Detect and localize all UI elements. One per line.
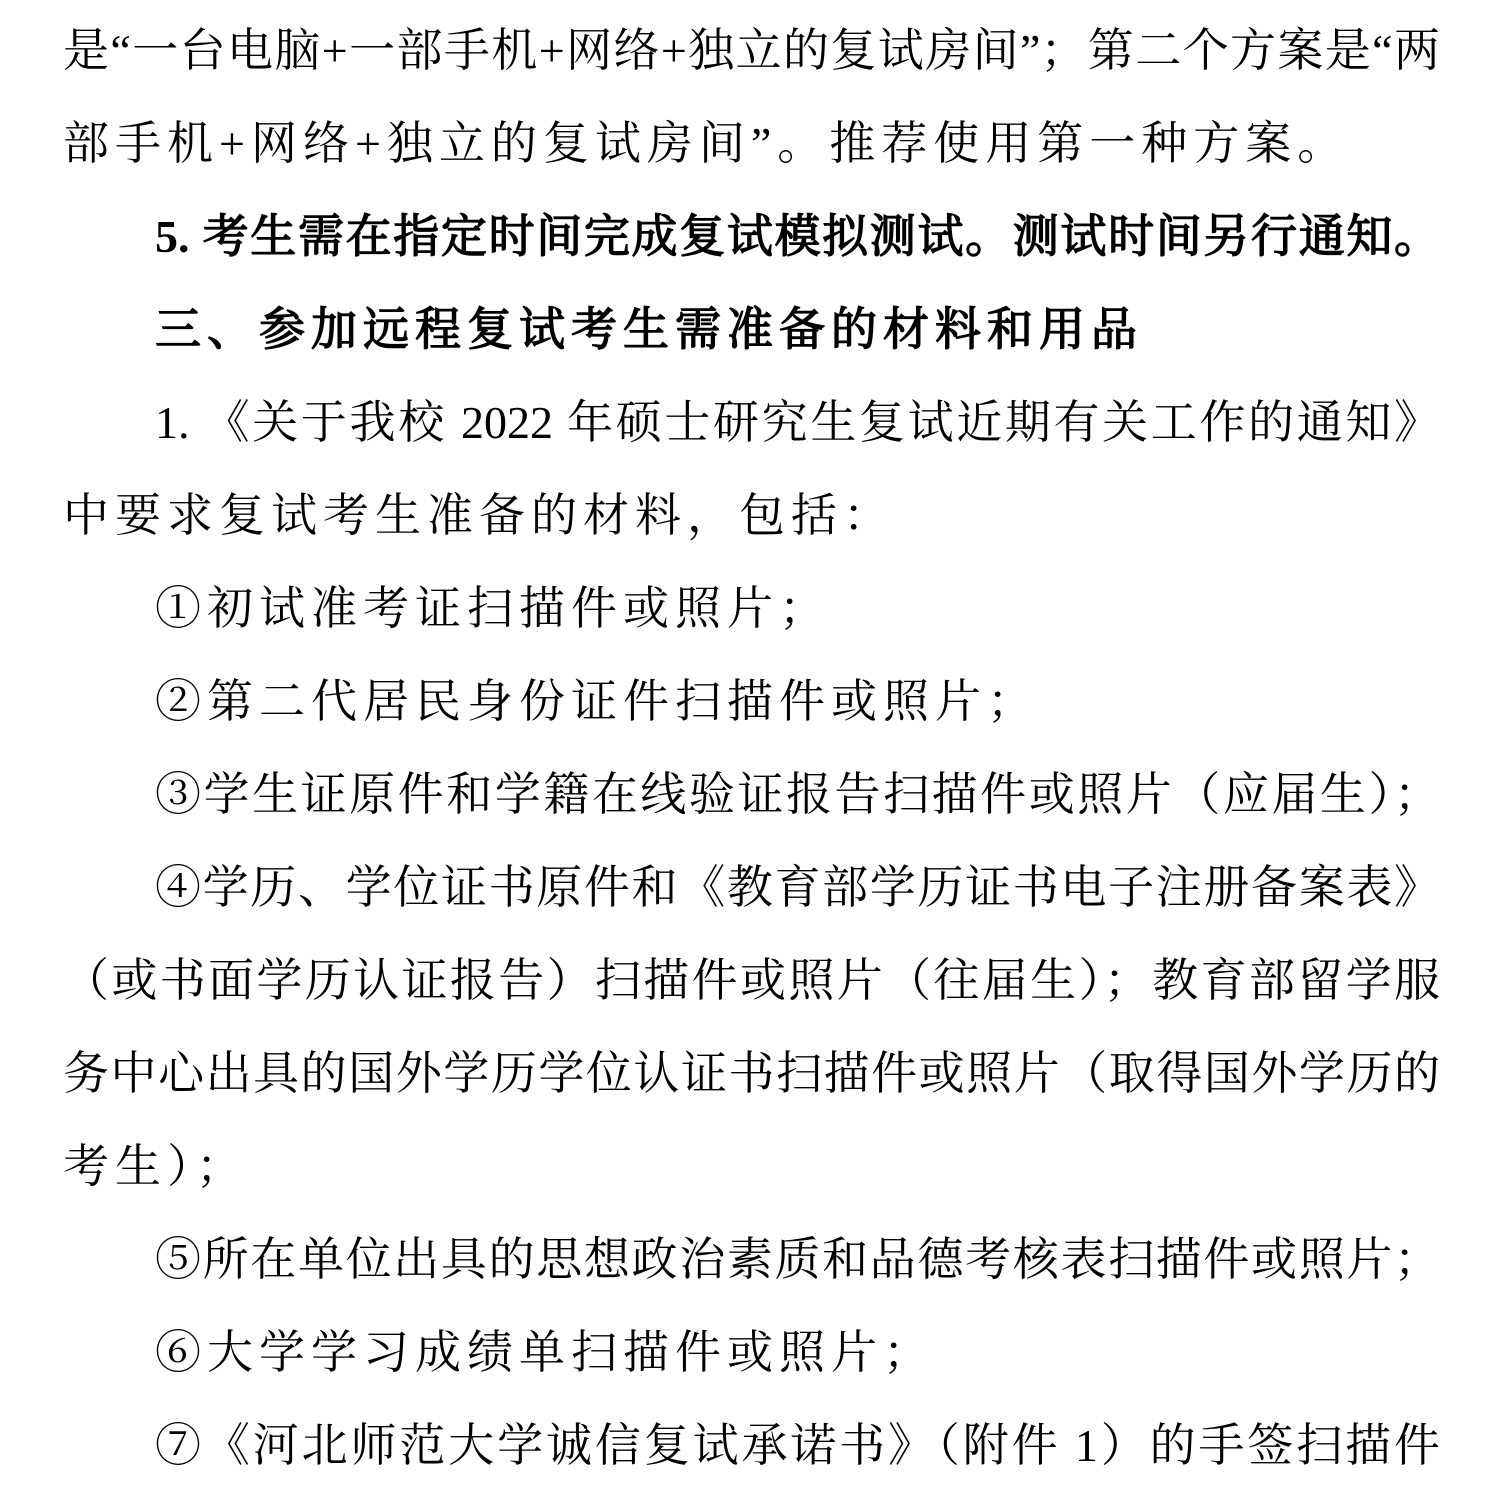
doc-heading-section-three: 三、参加远程复试考生需准备的材料和用品 — [155, 304, 1143, 355]
doc-line-material-6: ⑥大学学习成绩单扫描件或照片； — [155, 1327, 935, 1378]
doc-line-wrap-plan1: 是“一台电脑+一部手机+网络+独立的复试房间”；第二个方案是“两 — [63, 25, 1440, 76]
doc-line-material-1: ①初试准考证扫描件或照片； — [155, 583, 831, 634]
doc-line-item5-bold: 5. 考生需在指定时间完成复试模拟测试。测试时间另行通知。 — [155, 211, 1440, 262]
doc-line-material-4: ④学历、学位证书原件和《教育部学历证书电子注册备案表》 — [155, 862, 1440, 913]
doc-line-material-5: ⑤所在单位出具的思想政治素质和品德考核表扫描件或照片； — [155, 1234, 1440, 1285]
doc-line-material-7: ⑦《河北师范大学诚信复试承诺书》（附件 1）的手签扫描件 — [155, 1420, 1440, 1471]
doc-line-item1-notice: 1. 《关于我校 2022 年硕士研究生复试近期有关工作的通知》 — [155, 397, 1440, 448]
doc-line-material-2: ②第二代居民身份证件扫描件或照片； — [155, 676, 1039, 727]
doc-line-material-4-wrap2: 务中心出具的国外学历学位认证书扫描件或照片（取得国外学历的 — [63, 1048, 1440, 1099]
doc-line-wrap-plan2: 部手机+网络+独立的复试房间”。推荐使用第一种方案。 — [63, 118, 1350, 169]
doc-line-materials-include: 中要求复试考生准备的材料，包括： — [63, 490, 895, 541]
doc-line-material-4-wrap1: （或书面学历认证报告）扫描件或照片（往届生）；教育部留学服 — [63, 955, 1440, 1006]
doc-line-material-3: ③学生证原件和学籍在线验证报告扫描件或照片（应届生）； — [155, 769, 1440, 820]
doc-line-material-4-wrap3: 考生）； — [63, 1141, 248, 1192]
